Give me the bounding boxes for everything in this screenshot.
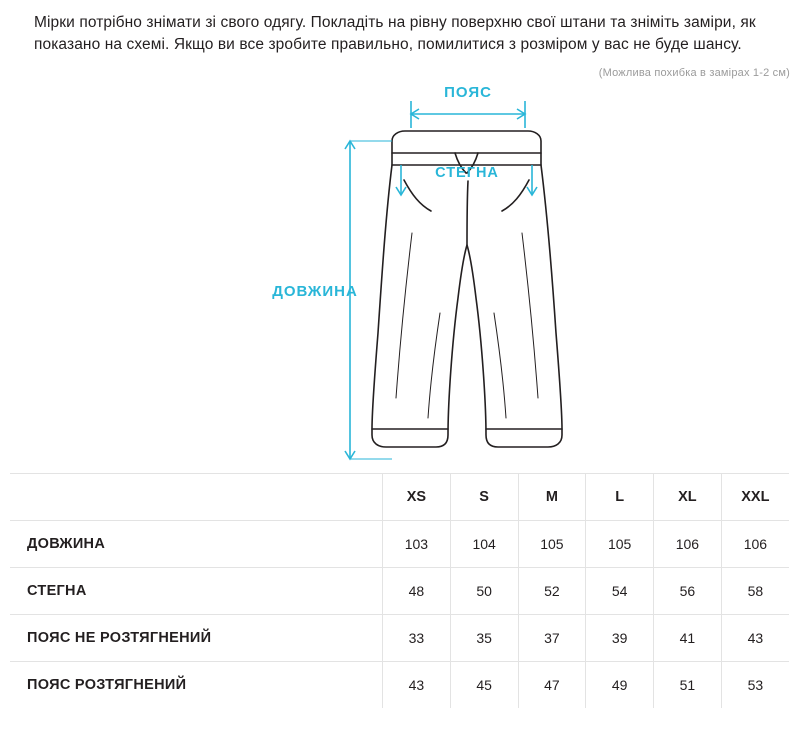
length-measure-arrow — [345, 141, 392, 459]
size-header-xs: XS — [383, 473, 451, 520]
cell-length-xs: 103 — [383, 520, 451, 567]
measurement-tolerance-note: (Можлива похибка в замірах 1-2 см) — [598, 66, 790, 79]
size-header-m: M — [518, 473, 586, 520]
table-row — [10, 520, 789, 567]
waist-measure-arrow — [411, 101, 525, 128]
row-label-hips: СТЕГНА — [10, 567, 383, 614]
table-row — [10, 567, 789, 614]
cell-length-l: 105 — [586, 520, 654, 567]
cell-length-xxl: 106 — [721, 520, 789, 567]
cell-waist-unstretched-s: 35 — [450, 614, 518, 661]
length-label: ДОВЖИНА — [272, 282, 358, 300]
size-table-body — [10, 520, 789, 708]
cell-length-m: 105 — [518, 520, 586, 567]
cell-hips-m: 52 — [518, 567, 586, 614]
cell-waist-stretched-xs: 43 — [383, 661, 451, 708]
cell-waist-unstretched-xs: 33 — [383, 614, 451, 661]
waist-label: ПОЯС — [444, 83, 492, 101]
cell-waist-stretched-m: 47 — [518, 661, 586, 708]
cell-length-s: 104 — [450, 520, 518, 567]
cell-waist-stretched-xl: 51 — [654, 661, 722, 708]
row-label-length: ДОВЖИНА — [10, 520, 383, 567]
table-header-row — [10, 473, 789, 520]
cell-waist-stretched-l: 49 — [586, 661, 654, 708]
intro-text: Мірки потрібно знімати зі свого одягу. Покладіть на рівну поверхню свої штани та зніміть заміри, як показано на схемі. Якщо ви все зробите правильно, помилитися з розміром у вас не буде шансу. — [34, 14, 756, 54]
table-row — [10, 614, 789, 661]
cell-waist-unstretched-l: 39 — [586, 614, 654, 661]
cell-length-xl: 106 — [654, 520, 722, 567]
cell-hips-xs: 48 — [383, 567, 451, 614]
diagram-svg — [0, 83, 800, 473]
cell-hips-s: 50 — [450, 567, 518, 614]
size-header-s: S — [450, 473, 518, 520]
size-table-head — [10, 473, 789, 520]
cell-waist-unstretched-m: 37 — [518, 614, 586, 661]
cell-waist-unstretched-xxl: 43 — [721, 614, 789, 661]
cell-hips-xl: 56 — [654, 567, 722, 614]
table-row — [10, 661, 789, 708]
cell-hips-xxl: 58 — [721, 567, 789, 614]
size-header-xxl: XXL — [721, 473, 789, 520]
cell-waist-stretched-s: 45 — [450, 661, 518, 708]
cell-waist-unstretched-xl: 41 — [654, 614, 722, 661]
size-table — [10, 473, 789, 708]
cell-hips-l: 54 — [586, 567, 654, 614]
row-label-waist-unstretched: ПОЯС НЕ РОЗТЯГНЕНИЙ — [10, 614, 383, 661]
size-header-xl: XL — [654, 473, 722, 520]
cell-waist-stretched-xxl: 53 — [721, 661, 789, 708]
row-label-waist-stretched: ПОЯС РОЗТЯГНЕНИЙ — [10, 661, 383, 708]
table-corner-cell — [10, 473, 383, 520]
size-header-l: L — [586, 473, 654, 520]
pants-measurement-diagram — [0, 83, 800, 473]
hips-label: СТЕГНА — [435, 164, 499, 181]
